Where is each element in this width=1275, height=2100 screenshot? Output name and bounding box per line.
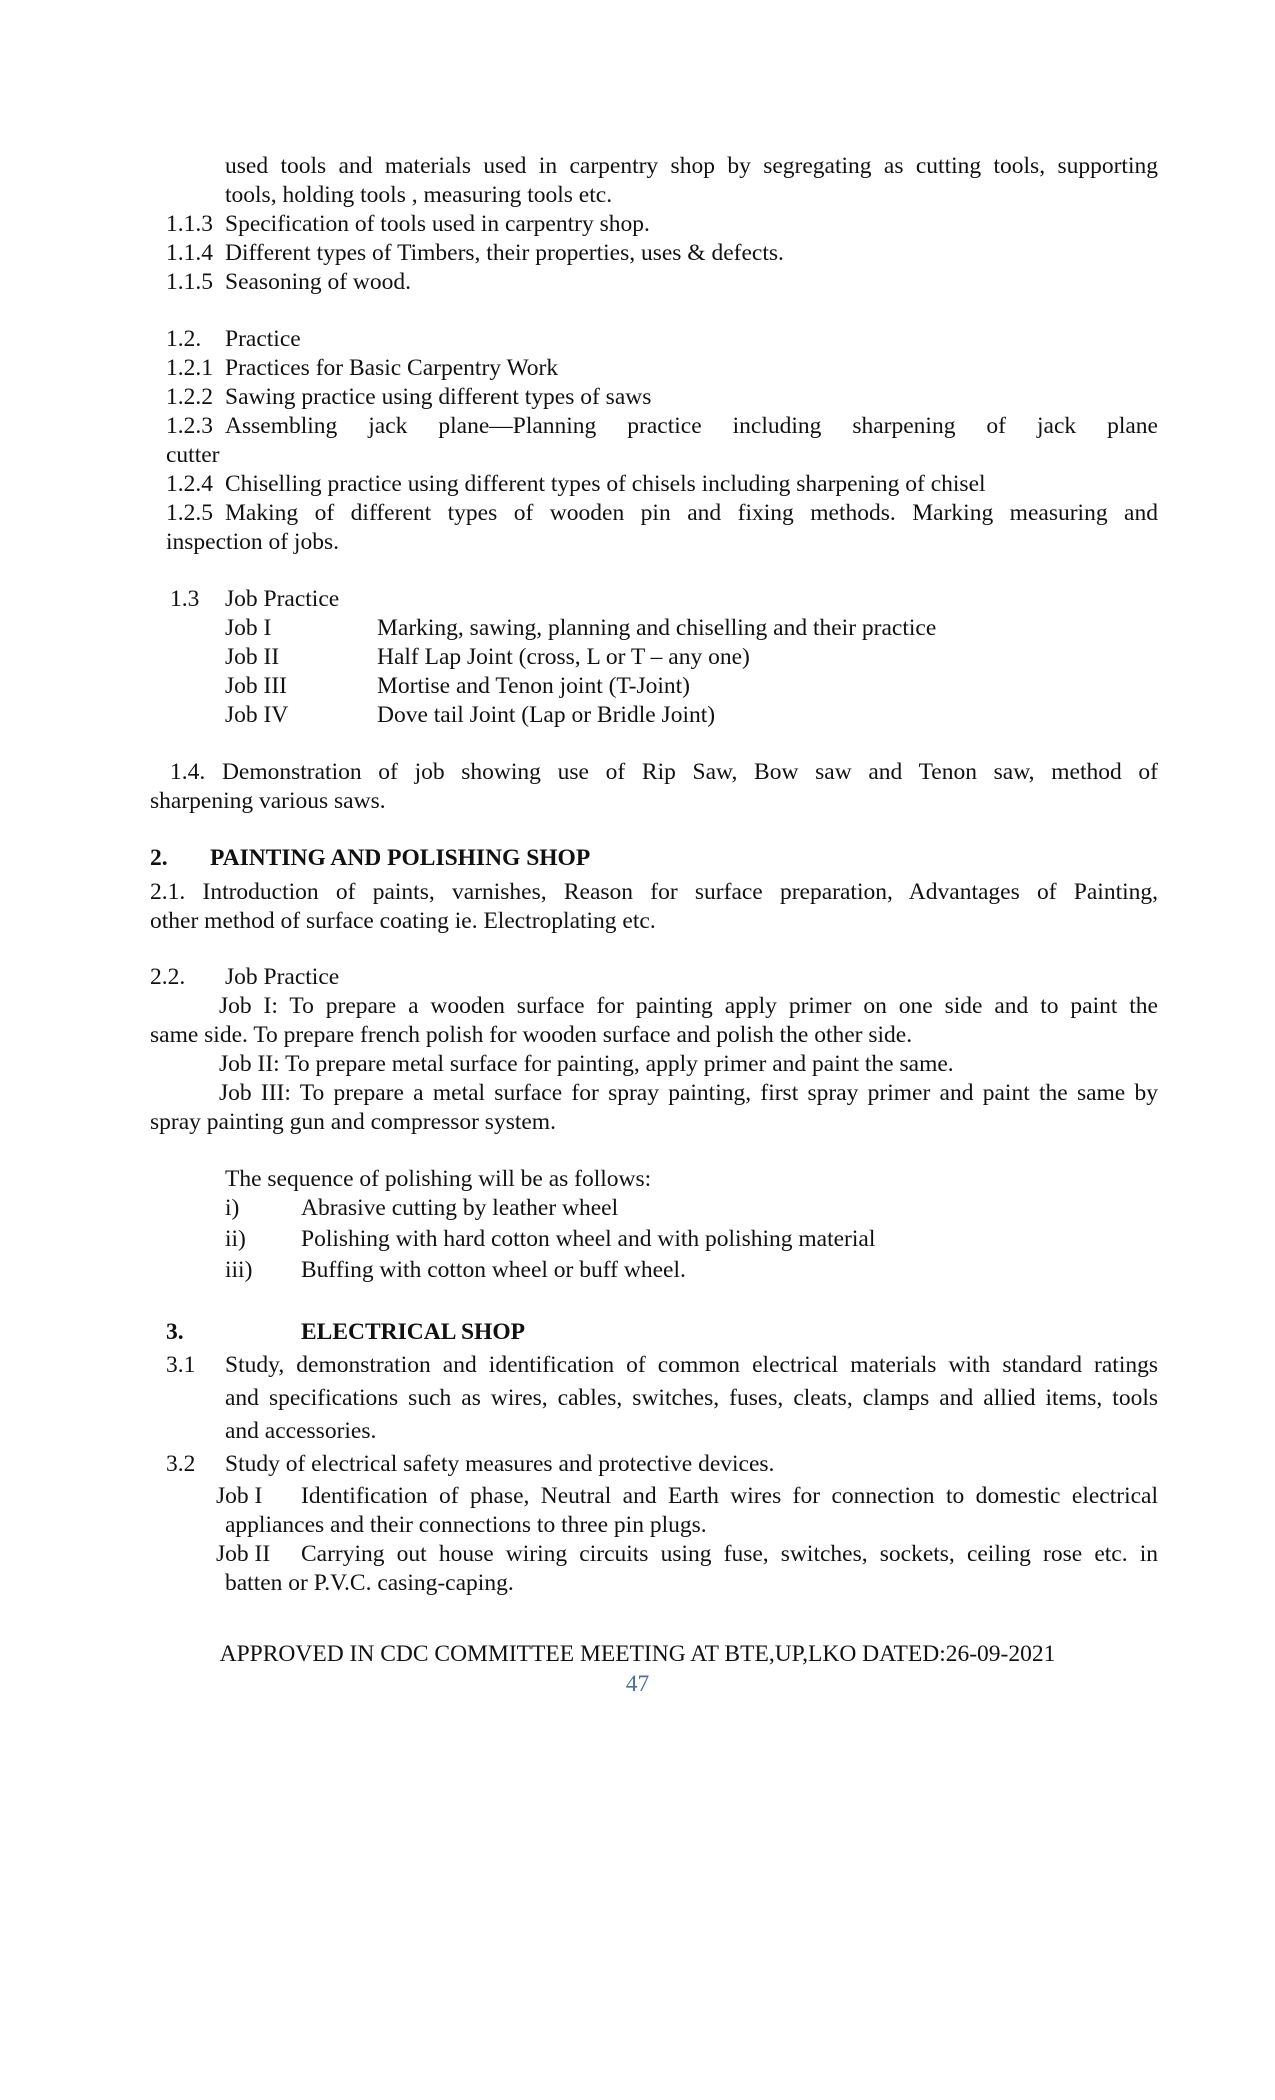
sequence-item xyxy=(225,1225,875,1254)
item-text: Practices for Basic Carpentry Work xyxy=(225,355,559,381)
job-desc: Dove tail Joint (Lap or Bridle Joint) xyxy=(377,702,716,728)
item-number: 1.1.4 xyxy=(166,240,213,266)
item-text: Sawing practice using different types of saws xyxy=(225,384,652,410)
painting-job1-line1: Job I: To prepare a wooden surface for painting apply primer on one side and to paint the xyxy=(219,993,1158,1019)
s31-line1: Study, demonstration and identification of common electrical materials with standard ratings xyxy=(225,1352,1158,1378)
item-124 xyxy=(166,470,986,499)
job-practice-title: Job Practice xyxy=(225,586,340,612)
item-number: 1.2.4 xyxy=(166,471,213,497)
elec-job1-line1: Identification of phase, Neutral and Earth wires for connection to domestic electrical xyxy=(301,1483,1158,1509)
practice-number: 1.2. xyxy=(166,326,202,352)
approval-footer: APPROVED IN CDC COMMITTEE MEETING AT BTE,UP,LKO DATED:26-09-2021 xyxy=(219,1641,1056,1667)
painting-title: PAINTING AND POLISHING SHOP xyxy=(210,845,591,871)
sequence-item xyxy=(225,1256,686,1285)
painting-job3-line1: Job III: To prepare a metal surface for spray painting, first spray primer and paint the same by xyxy=(219,1080,1158,1106)
page-number: 47 xyxy=(625,1671,650,1697)
item-text: Specification of tools used in carpentry shop. xyxy=(225,211,650,237)
item-text: Chiselling practice using different types of chisels including sharpening of chisel xyxy=(225,471,986,497)
sequence-number: ii) xyxy=(225,1226,246,1252)
item-121 xyxy=(166,354,558,383)
item-number: 1.1.3 xyxy=(166,211,213,237)
p22-title: Job Practice xyxy=(225,964,340,990)
painting-heading xyxy=(150,844,590,873)
p22-heading xyxy=(150,963,339,992)
painting-job1-line2: same side. To prepare french polish for wooden surface and polish the other side. xyxy=(150,1022,913,1048)
item-number: 1.2.2 xyxy=(166,384,213,410)
job-practice-number: 1.3 xyxy=(170,586,200,612)
job-desc: Half Lap Joint (cross, L or T – any one) xyxy=(377,644,750,670)
sequence-number: i) xyxy=(225,1195,240,1221)
item-125-text: Making of different types of wooden pin and fixing methods. Marking measuring and xyxy=(225,500,1158,526)
job-practice-heading xyxy=(170,585,339,614)
job-label: Job IV xyxy=(225,702,289,728)
item-123-text: Assembling jack plane—Planning practice including sharpening of jack plane xyxy=(225,413,1158,439)
elec-job1-label: Job I xyxy=(216,1483,263,1509)
item-125-cont: inspection of jobs. xyxy=(166,529,339,555)
job-row xyxy=(225,672,690,701)
job-desc: Mortise and Tenon joint (T-Joint) xyxy=(377,673,690,699)
s31-number: 3.1 xyxy=(166,1352,196,1378)
item-114 xyxy=(166,239,784,268)
demo-line1: 1.4. Demonstration of job showing use of Rip Saw, Bow saw and Tenon saw, method of xyxy=(170,759,1158,785)
electrical-title: ELECTRICAL SHOP xyxy=(301,1319,525,1345)
item-123-cont: cutter xyxy=(166,442,220,468)
item-text: Different types of Timbers, their properties, uses & defects. xyxy=(225,240,784,266)
s32-number: 3.2 xyxy=(166,1451,196,1477)
sequence-number: iii) xyxy=(225,1257,253,1283)
s32-row xyxy=(166,1450,774,1479)
job-row xyxy=(225,614,936,643)
p21-line2: other method of surface coating ie. Electroplating etc. xyxy=(150,908,656,934)
practice-heading xyxy=(166,325,301,354)
item-number: 1.1.5 xyxy=(166,269,213,295)
sequence-text: Abrasive cutting by leather wheel xyxy=(301,1195,619,1221)
s31-line2: and specifications such as wires, cables, switches, fuses, cleats, clamps and allied items, tools xyxy=(225,1385,1158,1411)
sequence-intro: The sequence of polishing will be as follows: xyxy=(225,1166,652,1192)
sequence-item xyxy=(225,1194,618,1223)
job-row xyxy=(225,643,750,672)
s31-line3: and accessories. xyxy=(225,1418,377,1444)
item-125-number: 1.2.5 xyxy=(166,500,213,526)
painting-number: 2. xyxy=(150,845,168,871)
elec-job2-line1: Carrying out house wiring circuits using fuse, switches, sockets, ceiling rose etc. in xyxy=(301,1541,1158,1567)
practice-title: Practice xyxy=(225,326,301,352)
painting-job2: Job II: To prepare metal surface for painting, apply primer and paint the same. xyxy=(219,1051,954,1077)
sequence-text: Polishing with hard cotton wheel and with polishing material xyxy=(301,1226,876,1252)
p22-number: 2.2. xyxy=(150,964,186,990)
elec-job1-line2: appliances and their connections to three pin plugs. xyxy=(225,1512,707,1538)
job-desc: Marking, sawing, planning and chiselling and their practice xyxy=(377,615,937,641)
s1-cont-line2: tools, holding tools , measuring tools etc. xyxy=(225,182,613,208)
item-123-number: 1.2.3 xyxy=(166,413,213,439)
painting-job3-line2: spray painting gun and compressor system. xyxy=(150,1109,556,1135)
demo-line2: sharpening various saws. xyxy=(150,788,386,814)
job-label: Job I xyxy=(225,615,272,641)
item-115 xyxy=(166,268,411,297)
electrical-number: 3. xyxy=(166,1319,184,1345)
job-label: Job III xyxy=(225,673,287,699)
elec-job2-line2: batten or P.V.C. casing-caping. xyxy=(225,1570,514,1596)
elec-job2-label: Job II xyxy=(216,1541,271,1567)
s32-text: Study of electrical safety measures and protective devices. xyxy=(225,1451,775,1477)
s1-cont-line1: used tools and materials used in carpentry shop by segregating as cutting tools, supporting xyxy=(225,153,1158,179)
job-label: Job II xyxy=(225,644,280,670)
item-122 xyxy=(166,383,651,412)
p21-line1: 2.1. Introduction of paints, varnishes, Reason for surface preparation, Advantages of Painting, xyxy=(150,879,1158,905)
electrical-heading xyxy=(166,1318,525,1347)
item-number: 1.2.1 xyxy=(166,355,213,381)
job-row xyxy=(225,701,715,730)
item-113 xyxy=(166,210,650,239)
sequence-text: Buffing with cotton wheel or buff wheel. xyxy=(301,1257,686,1283)
item-text: Seasoning of wood. xyxy=(225,269,412,295)
